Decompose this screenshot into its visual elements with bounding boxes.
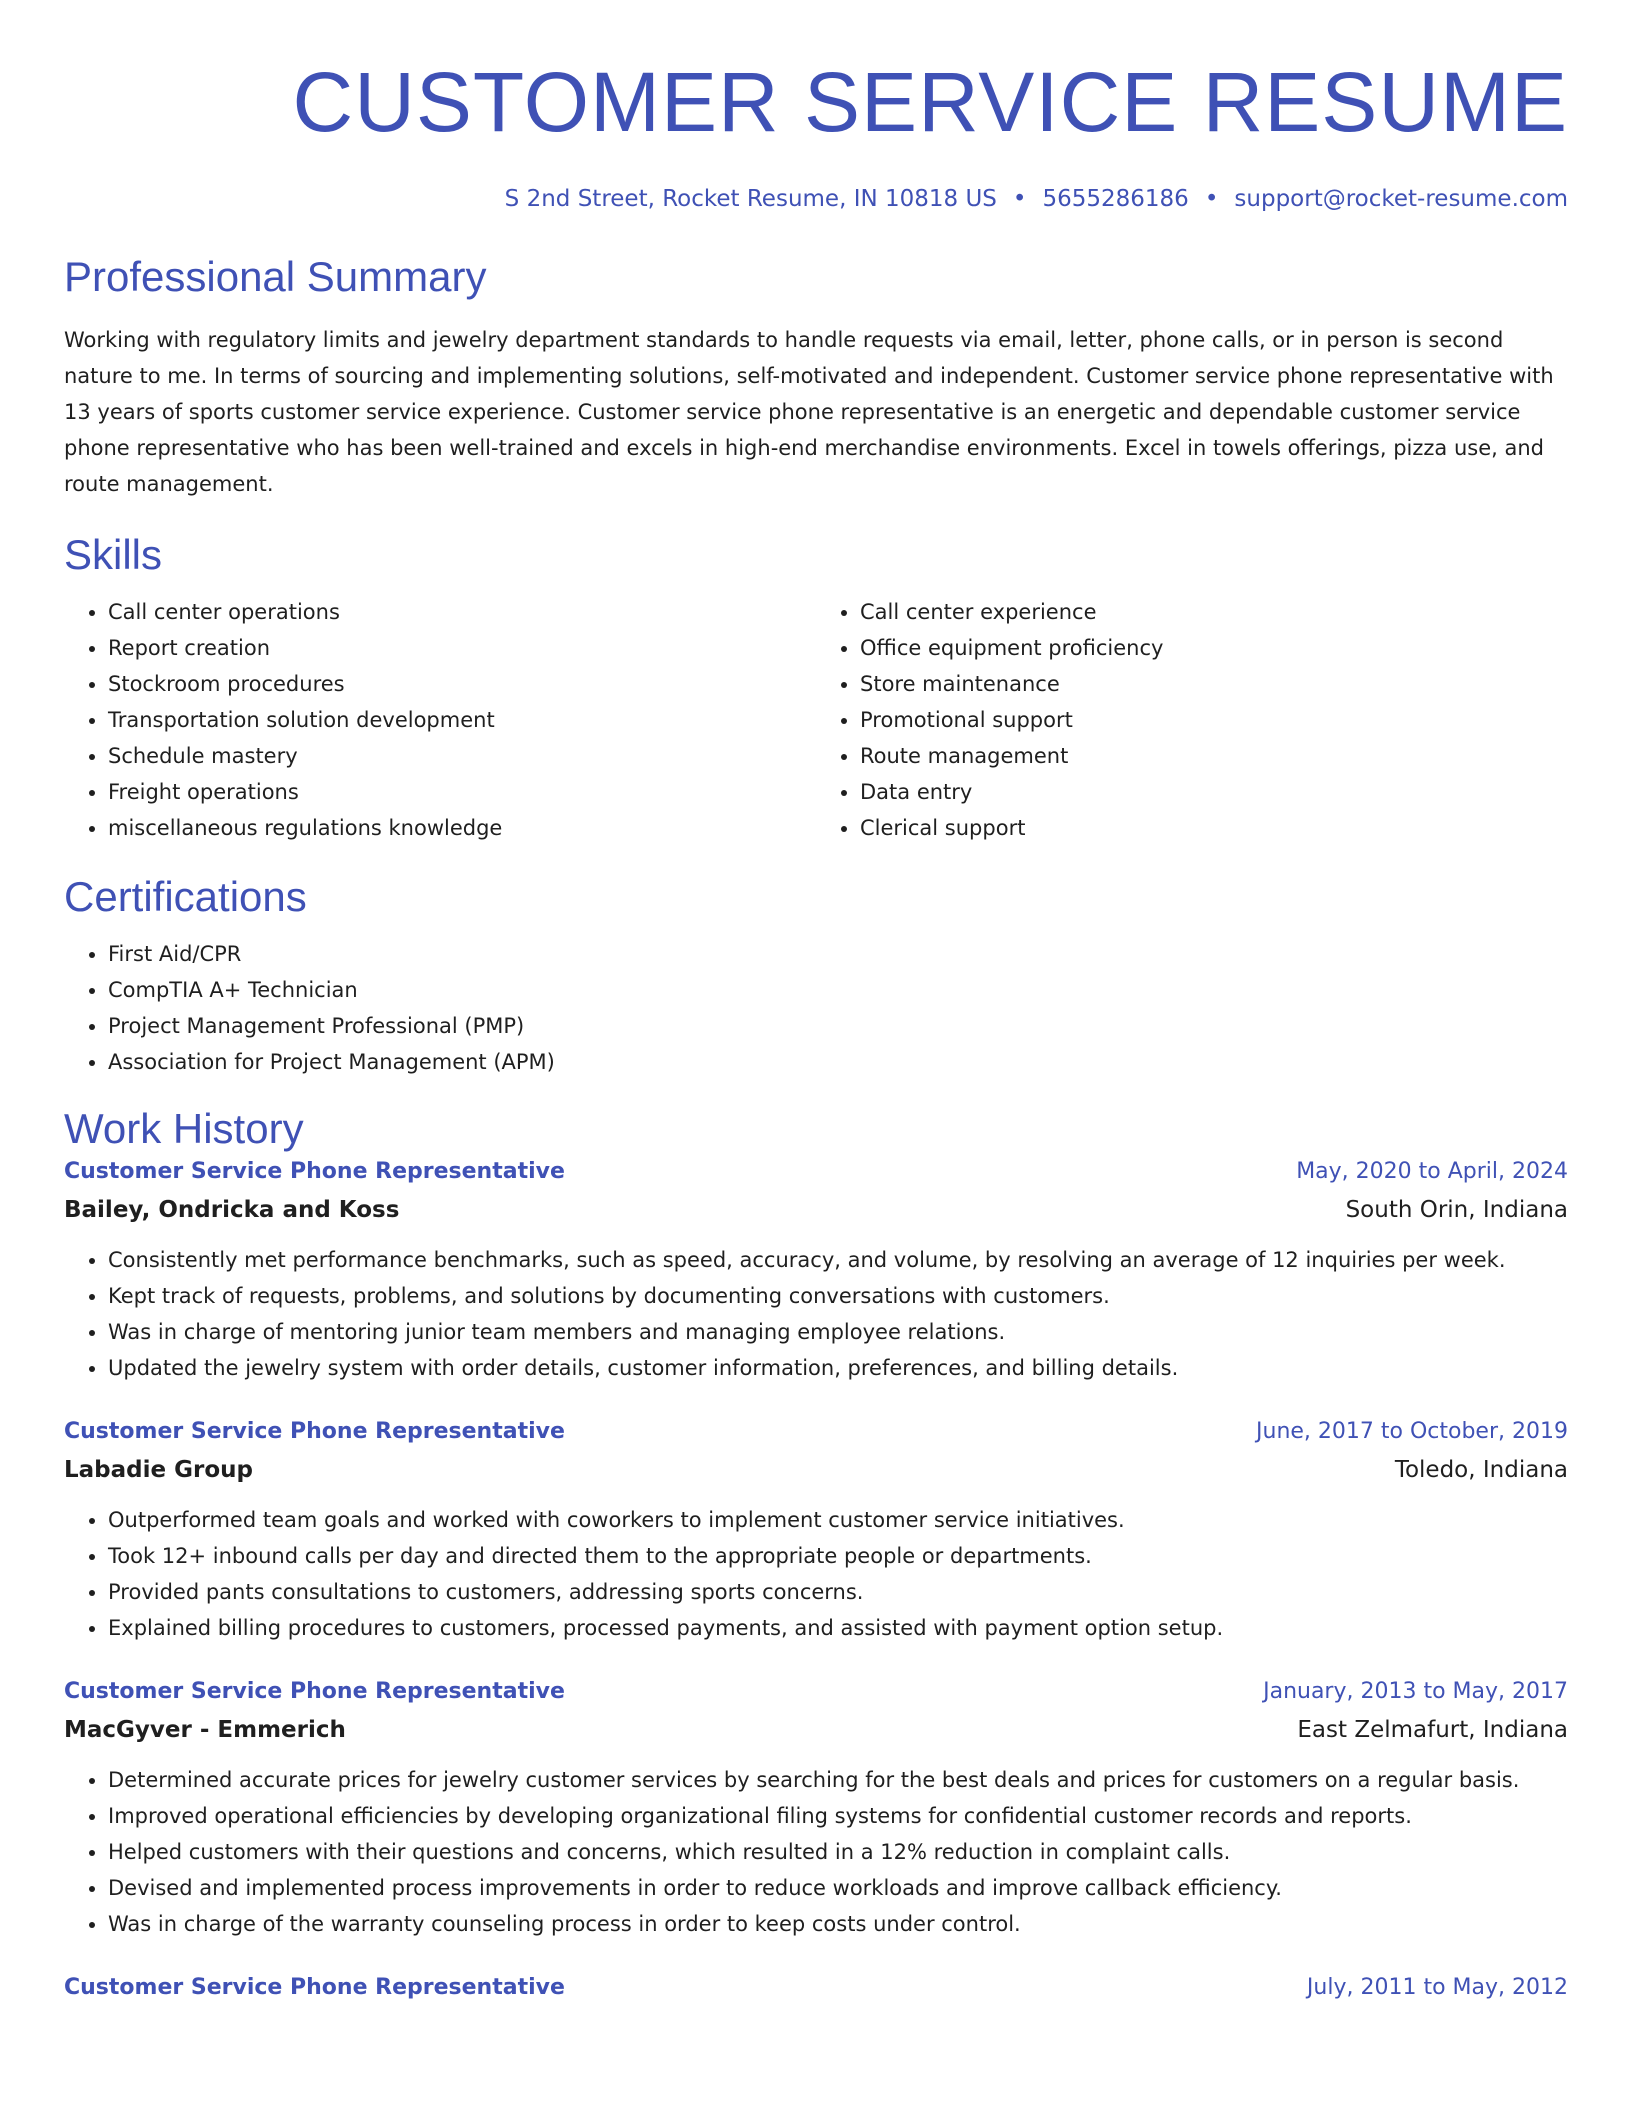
skills-heading: Skills (64, 531, 163, 578)
skill-item: • Call center experience (860, 594, 1568, 630)
skill-item: • Promotional support (860, 702, 1568, 738)
contact-address: S 2nd Street, Rocket Resume, IN 10818 US (504, 186, 997, 212)
company-name: MacGyver - Emmerich (64, 1717, 346, 1743)
certification-item: • Association for Project Management (APM) (108, 1044, 1568, 1080)
skill-item: • miscellaneous regulations knowledge (108, 810, 816, 846)
job-dates: July, 2011 to May, 2012 (1306, 1975, 1568, 2000)
contact-separator: • (1012, 186, 1027, 212)
skills-list-left (64, 594, 816, 846)
job-location: Toledo, Indiana (1394, 1457, 1568, 1483)
certification-item: • Project Management Professional (PMP) (108, 1008, 1568, 1044)
skill-item: • Route management (860, 738, 1568, 774)
job-bullets (64, 1502, 1568, 1646)
job-title: Customer Service Phone Representative (64, 1419, 565, 1444)
contact-line (64, 184, 1568, 214)
job-bullet: • Was in charge of the warranty counseling process in order to keep costs under control. (108, 1906, 1568, 1942)
job-bullet: • Improved operational efficiencies by developing organizational filing systems for confidential customer records and reports. (108, 1798, 1568, 1834)
skill-item: • Report creation (108, 630, 816, 666)
skill-item: • Clerical support (860, 810, 1568, 846)
job-dates: June, 2017 to October, 2019 (1256, 1419, 1568, 1444)
contact-phone: 5655286186 (1042, 186, 1189, 212)
job-bullet: • Outperformed team goals and worked with coworkers to implement customer service initiatives. (108, 1502, 1568, 1538)
job-entry (64, 1154, 1568, 1386)
job-title: Customer Service Phone Representative (64, 1159, 565, 1184)
company-name: Labadie Group (64, 1457, 253, 1483)
skill-item: • Stockroom procedures (108, 666, 816, 702)
skill-item: • Freight operations (108, 774, 816, 810)
skill-item: • Data entry (860, 774, 1568, 810)
certification-item: • First Aid/CPR (108, 936, 1568, 972)
skill-item: • Schedule mastery (108, 738, 816, 774)
summary-text: Working with regulatory limits and jewelry department standards to handle requests via email, letter, phone calls, or in person is second nature to me. In terms of sourcing and implementing solutions, self-motivated and independent. Customer service phone representative with 13 years of sports customer service experience. Customer service phone representative is an energetic and dependable customer service phone representative who has been well-trained and excels in high-end merchandise environments. Excel in towels offerings, pizza use, and route management. (64, 328, 1554, 496)
certifications-heading: Certifications (64, 873, 307, 920)
contact-separator: • (1204, 186, 1219, 212)
resume-header (64, 0, 1568, 214)
job-bullets (64, 1242, 1568, 1386)
resume-name: CUSTOMER SERVICE RESUME (292, 55, 1568, 149)
job-bullet: • Helped customers with their questions and concerns, which resulted in a 12% reduction in complaint calls. (108, 1834, 1568, 1870)
skill-item: • Transportation solution development (108, 702, 816, 738)
job-location: East Zelmafurt, Indiana (1297, 1717, 1568, 1743)
job-bullet: • Explained billing procedures to customers, processed payments, and assisted with payment option setup. (108, 1610, 1568, 1646)
skill-item: • Store maintenance (860, 666, 1568, 702)
certifications-list (64, 936, 1568, 1080)
job-bullet: • Determined accurate prices for jewelry customer services by searching for the best deals and prices for customers on a regular basis. (108, 1762, 1568, 1798)
skill-item: • Call center operations (108, 594, 816, 630)
skills-list-right (816, 594, 1568, 846)
job-entry (64, 1674, 1568, 1942)
job-title: Customer Service Phone Representative (64, 1975, 565, 2000)
skills-columns (64, 594, 1568, 846)
job-bullet: • Provided pants consultations to customers, addressing sports concerns. (108, 1574, 1568, 1610)
job-bullet: • Devised and implemented process improvements in order to reduce workloads and improve callback efficiency. (108, 1870, 1568, 1906)
job-dates: May, 2020 to April, 2024 (1296, 1159, 1568, 1184)
company-name: Bailey, Ondricka and Koss (64, 1197, 400, 1223)
summary-heading: Professional Summary (64, 253, 487, 300)
job-dates: January, 2013 to May, 2017 (1263, 1679, 1568, 1704)
job-entry (64, 1970, 1568, 2006)
job-location: South Orin, Indiana (1345, 1197, 1568, 1223)
job-entry (64, 1414, 1568, 1646)
job-title: Customer Service Phone Representative (64, 1679, 565, 1704)
job-bullet: • Updated the jewelry system with order details, customer information, preferences, and billing details. (108, 1350, 1568, 1386)
job-bullet: • Took 12+ inbound calls per day and directed them to the appropriate people or departments. (108, 1538, 1568, 1574)
job-bullet: • Consistently met performance benchmarks, such as speed, accuracy, and volume, by resolving an average of 12 inquiries per week. (108, 1242, 1568, 1278)
skill-item: • Office equipment proficiency (860, 630, 1568, 666)
job-bullet: • Was in charge of mentoring junior team members and managing employee relations. (108, 1314, 1568, 1350)
job-bullets (64, 1762, 1568, 1942)
contact-email[interactable]: support@rocket-resume.com (1234, 186, 1568, 212)
work-history-heading: Work History (64, 1105, 304, 1152)
certification-item: • CompTIA A+ Technician (108, 972, 1568, 1008)
job-bullet: • Kept track of requests, problems, and solutions by documenting conversations with customers. (108, 1278, 1568, 1314)
